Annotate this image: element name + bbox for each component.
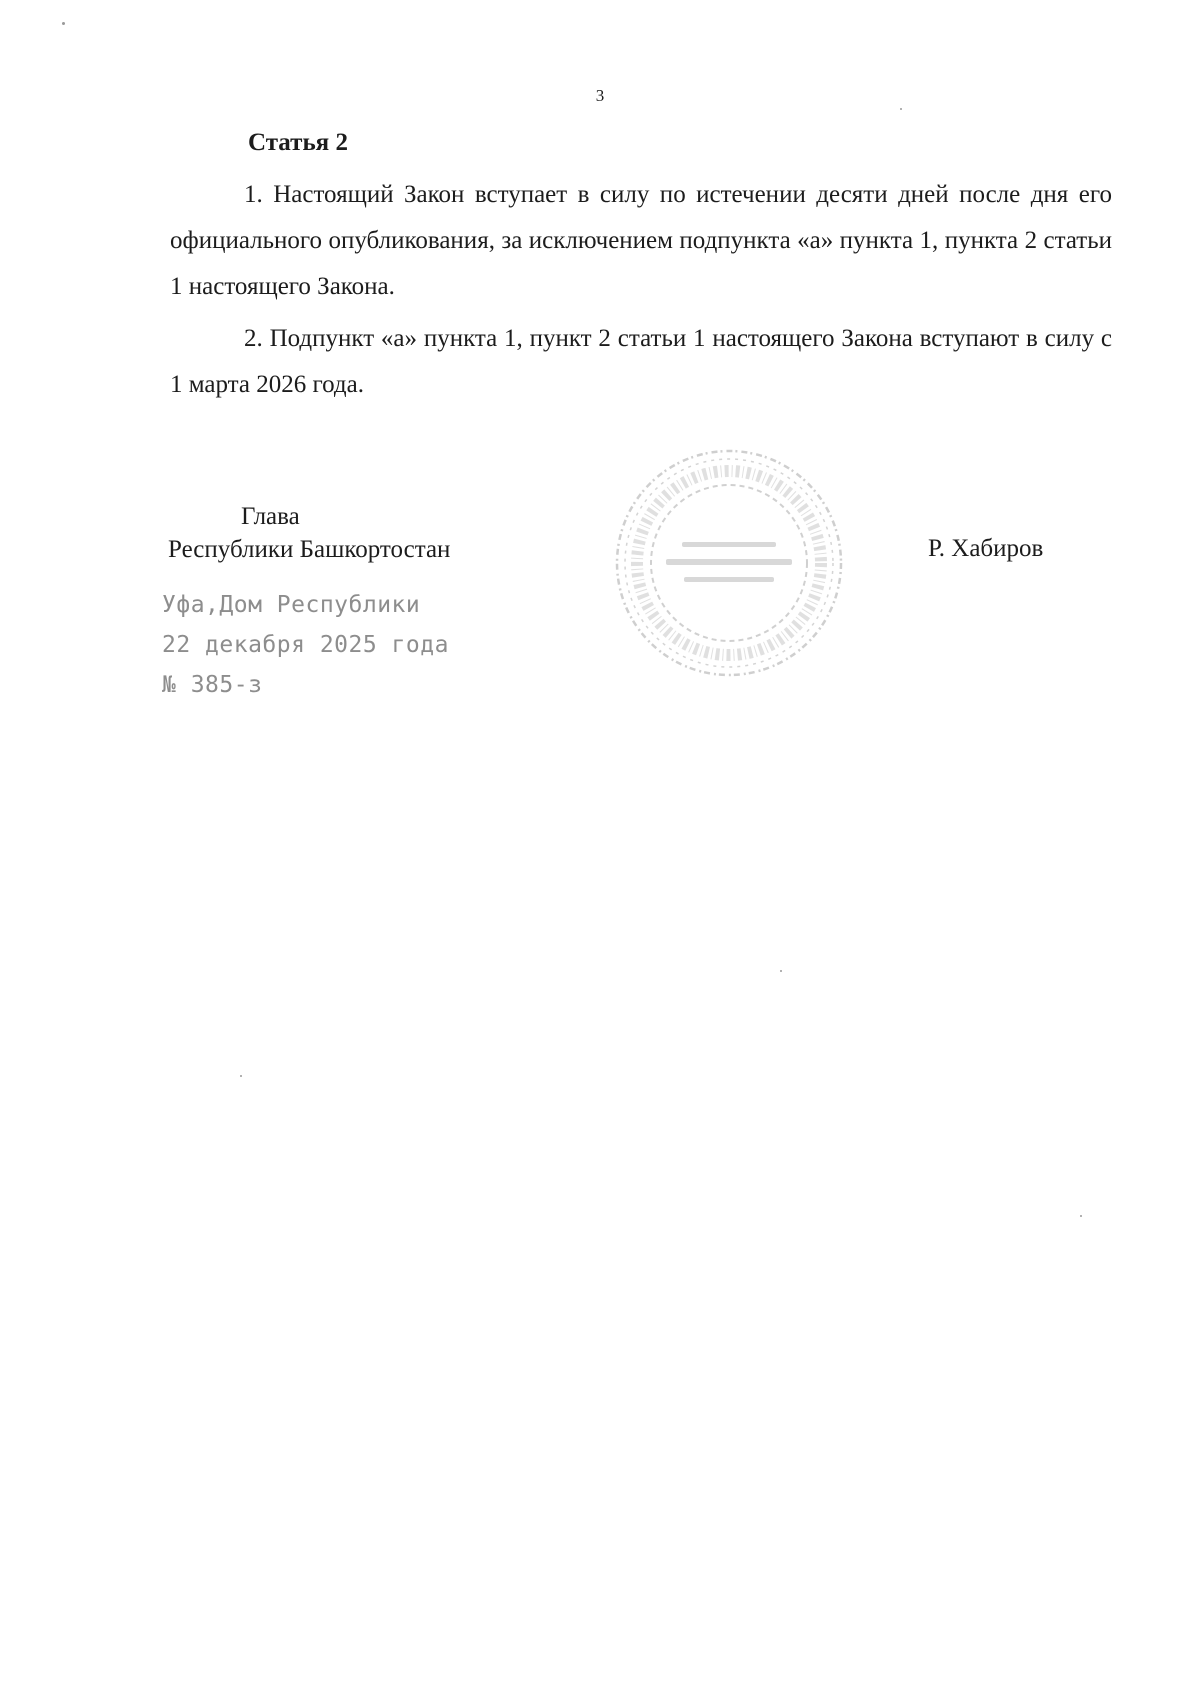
article-paragraph-2	[170, 316, 1112, 408]
page-number: 3	[595, 86, 605, 105]
scan-speck	[62, 22, 65, 25]
scan-speck	[1080, 1215, 1082, 1217]
signer-name: Р. Хабиров	[928, 535, 1044, 562]
scan-speck	[240, 1075, 242, 1077]
registration-number: № 385-з	[162, 672, 263, 698]
article-paragraph-1-text: 1. Настоящий Закон вступает в силу по истечении десяти дней после дня его официального опубликования, за исключением подпункта «а» пункта 1, пункта 2 статьи 1 настоящего Закона.	[170, 181, 1112, 300]
article-paragraph-2-text: 2. Подпункт «а» пункта 1, пункт 2 статьи 1 настоящего Закона вступают в силу с 1 марта 2026 года.	[170, 325, 1112, 398]
signature-title-block	[168, 500, 450, 566]
article-heading: Статья 2	[248, 129, 348, 156]
registration-place: Уфа,Дом Республики	[162, 592, 421, 618]
signature-title-line1: Глава	[241, 503, 300, 530]
scan-speck	[780, 970, 782, 972]
scan-speck	[900, 108, 902, 110]
official-seal-icon	[612, 446, 846, 680]
article-paragraph-1	[170, 172, 1112, 310]
registration-date: 22 декабря 2025 года	[162, 632, 449, 658]
signature-title-line2: Республики Башкортостан	[168, 536, 451, 563]
registration-stamp	[162, 585, 449, 705]
